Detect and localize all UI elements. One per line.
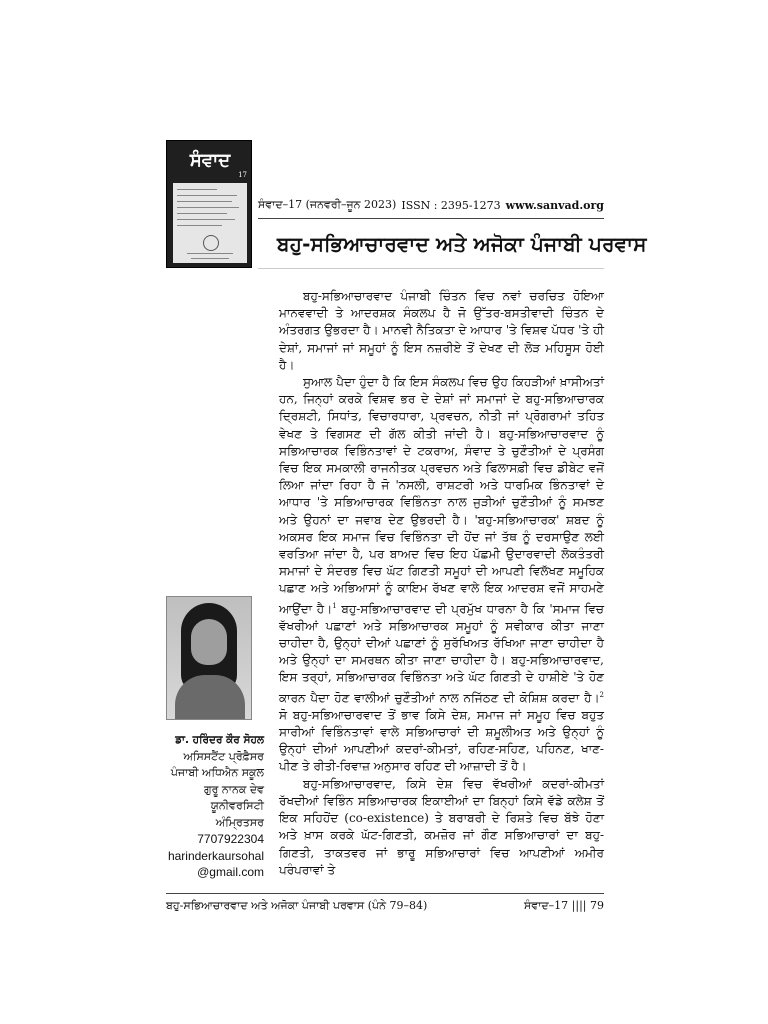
- cover-masthead: ਸੰਵਾਦ: [189, 150, 231, 171]
- footer-page-info: ਸੰਵਾਦ–17 |||| 79: [524, 899, 604, 912]
- paragraph-2c-text: ਸੋ ਬਹੁ-ਸਭਿਆਚਾਰਵਾਦ ਤੋਂ ਭਾਵ ਕਿਸੇ ਦੇਸ਼, ਸਮਾਜ ਜਾਂ ਸਮੂਹ ਵਿਚ ਬਹੁਤ ਸਾਰੀਆਂ ਵਿਭਿੰਨਤਾਵਾਂ ਵਾਲੇ ਸਭਿਆਚਾਰਾਂ ਦੀ ਸ਼ਮੂਲੀਅਤ ਅਤੇ ਉਨ੍ਹਾਂ ਨੂੰ ਉਨ੍ਹਾਂ ਦੀਆਂ ਆਪਣੀਆਂ ਕਦਰਾਂ-ਕੀਮਤਾਂ, ਰਹਿਣ-ਸਹਿਣ, ਪਹਿਨਣ, ਖਾਣ-ਪੀਣ ਤੇ ਰੀਤੀ-ਰਿਵਾਜ਼ ਅਨੁਸਾਰ ਰਹਿਣ ਦੀ ਆਜ਼ਾਦੀ ਤੋਂ ਹੈ।: [279, 707, 604, 774]
- footer-rule: [166, 893, 604, 894]
- paragraph-1: ਬਹੁ-ਸਭਿਆਚਾਰਵਾਦ ਪੰਜਾਬੀ ਚਿੰਤਨ ਵਿਚ ਨਵਾਂ ਚਰਚਿਤ ਹੋਇਆ ਮਾਨਵਵਾਦੀ ਤੇ ਆਦਰਸ਼ਕ ਸੰਕਲਪ ਹੈ ਜੋ ਉੱਤਰ-ਬਸਤੀਵਾਦੀ ਚਿੰਤਨ ਦੇ ਅੰਤਰਗਤ ਉਭਰਦਾ ਹੈ। ਮਾਨਵੀ ਨੈਤਿਕਤਾ ਦੇ ਆਧਾਰ 'ਤੇ ਵਿਸ਼ਵ ਪੱਧਰ 'ਤੇ ਹੀ ਦੇਸ਼ਾਂ, ਸਮਾਜਾਂ ਜਾਂ ਸਮੂਹਾਂ ਨੂੰ ਇਸ ਨਜ਼ਰੀਏ ਤੋਂ ਦੇਖਣ ਦੀ ਲੋੜ ਮਹਿਸੂਸ ਹੋਈ ਹੈ।: [279, 289, 604, 372]
- cover-contents-panel: [173, 183, 247, 263]
- paragraph-2: [279, 374, 604, 776]
- footnote-mark-2[interactable]: 2: [599, 690, 604, 699]
- running-footer: [166, 897, 604, 915]
- cover-emblem-icon: [203, 235, 219, 251]
- article-body: [279, 288, 604, 877]
- journal-info: ਸੰਵਾਦ–17 (ਜਨਵਰੀ–ਜੂਨ 2023): [258, 198, 397, 211]
- author-phone: 7707922304: [197, 832, 264, 846]
- issn: ISSN : 2395-1273: [401, 198, 501, 212]
- running-header: [258, 196, 604, 214]
- author-name: ਡਾ. ਹਰਿੰਦਰ ਕੌਰ ਸੋਹਲ: [175, 734, 264, 746]
- author-city: ਅੰਮ੍ਰਿਤਸਰ: [215, 815, 264, 829]
- paragraph-2-text: ਸੁਆਲ ਪੈਦਾ ਹੁੰਦਾ ਹੈ ਕਿ ਇਸ ਸੰਕਲਪ ਵਿਚ ਉਹ ਕਿਹੜੀਆਂ ਖ਼ਾਸੀਅਤਾਂ ਹਨ, ਜਿਨ੍ਹਾਂ ਕਰਕੇ ਵਿਸ਼ਵ ਭਰ ਦੇ ਦੇਸ਼ਾਂ ਜਾਂ ਸਮਾਜਾਂ ਦੇ ਬਹੁ-ਸਭਿਆਚਾਰਕ ਦ੍ਰਿਸ਼ਟੀ, ਸਿਧਾਂਤ, ਵਿਚਾਰਧਾਰਾ, ਪ੍ਰਵਚਨ, ਨੀਤੀ ਜਾਂ ਪ੍ਰੋਗਰਾਮਾਂ ਤਹਿਤ ਵੇਖਣ ਤੇ ਵਿਗਸਣ ਦੀ ਗੱਲ ਕੀਤੀ ਜਾਂਦੀ ਹੈ। ਬਹੁ-ਸਭਿਆਚਾਰਵਾਦ ਨੂੰ ਸਭਿਆਚਾਰਕ ਵਿਭਿੰਨਤਾਵਾਂ ਦੇ ਟਕਰਾਅ, ਸੰਵਾਦ ਤੇ ਚੁਣੌਤੀਆਂ ਦੇ ਪ੍ਰਸੰਗ ਵਿਚ ਇਕ ਸਮਕਾਲੀ ਰਾਜਨੀਤਕ ਪ੍ਰਵਚਨ ਅਤੇ ਫਿਲਾਸਫ਼ੀ ਵਿਚ ਡੀਬੇਟ ਵਜੋਂ ਲਿਆ ਜਾਂਦਾ ਰਿਹਾ ਹੈ ਜੋ 'ਨਸਲੀ, ਰਾਸ਼ਟਰੀ ਅਤੇ ਧਾਰਮਿਕ ਭਿੰਨਤਾਵਾਂ ਦੇ ਆਧਾਰ 'ਤੇ ਸਭਿਆਚਾਰਕ ਵਿਭਿੰਨਤਾ ਨਾਲ ਜੁੜੀਆਂ ਚੁਣੌਤੀਆਂ ਨੂੰ ਸਮਝਣ ਅਤੇ ਉਹਨਾਂ ਦਾ ਜਵਾਬ ਦੇਣ ਉਭਰਦੀ ਹੈ। 'ਬਹੁ-ਸਭਿਆਚਾਰਕ' ਸ਼ਬਦ ਨੂੰ ਅਕਸਰ ਇਕ ਸਮਾਜ ਵਿਚ ਵਿਭਿੰਨਤਾ ਦੀ ਹੋਂਦ ਜਾਂ ਤੱਥ ਨੂੰ ਦਰਸਾਉਣ ਲਈ ਵਰਤਿਆ ਜਾਂਦਾ ਹੈ, ਪਰ ਬਾਅਦ ਵਿਚ ਇਹ ਪੱਛਮੀ ਉਦਾਰਵਾਦੀ ਲੋਕਤੰਤਰੀ ਸਮਾਜਾਂ ਦੇ ਸੰਦਰਭ ਵਿਚ ਘੱਟ ਗਿਣਤੀ ਸਮੂਹਾਂ ਦੀ ਆਪਣੀ ਵਿਲੱਖਣ ਸਮੂਹਿਕ ਪਛਾਣ ਅਤੇ ਅਭਿਆਸਾਂ ਨੂੰ ਕਾਇਮ ਰੱਖਣ ਵਾਲੇ ਇਕ ਆਦਰਸ਼ ਵਜੋਂ ਸਾਹਮਣੇ ਆਉਂਦਾ ਹੈ।: [279, 375, 604, 616]
- author-university-line-1: ਗੁਰੂ ਨਾਨਕ ਦੇਵ: [203, 782, 264, 796]
- cover-issue-number: 17: [238, 171, 247, 179]
- paragraph-2b-text: ਬਹੁ-ਸਭਿਆਚਾਰਵਾਦ ਦੀ ਪ੍ਰਮੁੱਖ ਧਾਰਨਾ ਹੈ ਕਿ 'ਸਮਾਜ ਵਿਚ ਵੱਖਰੀਆਂ ਪਛਾਣਾਂ ਅਤੇ ਸਭਿਆਚਾਰਕ ਸਮੂਹਾਂ ਨੂੰ ਸਵੀਕਾਰ ਕੀਤਾ ਜਾਣਾ ਚਾਹੀਦਾ ਹੈ, ਉਨ੍ਹਾਂ ਦੀਆਂ ਪਛਾਣਾਂ ਨੂੰ ਸੁਰੱਖਿਅਤ ਰੱਖਿਆ ਜਾਣਾ ਚਾਹੀਦਾ ਹੈ ਅਤੇ ਉਨ੍ਹਾਂ ਦਾ ਸਮਰਥਨ ਕੀਤਾ ਜਾਣਾ ਚਾਹੀਦਾ ਹੈ। ਬਹੁ-ਸਭਿਆਚਾਰਵਾਦ, ਇਸ ਤਰ੍ਹਾਂ, ਸਭਿਆਚਾਰਕ ਵਿਭਿੰਨਤਾ ਅਤੇ ਘੱਟ ਗਿਣਤੀ ਦੇ ਹਾਸ਼ੀਏ 'ਤੇ ਹੋਣ ਕਾਰਨ ਪੈਦਾ ਹੋਣ ਵਾਲੀਆਂ ਚੁਣੌਤੀਆਂ ਨਾਲ ਨਜਿੱਠਣ ਦੀ ਕੋਸ਼ਿਸ਼ ਕਰਦਾ ਹੈ।: [279, 601, 604, 705]
- article-title: ਬਹੁ-ਸਭਿਆਚਾਰਵਾਦ ਅਤੇ ਅਜੋਕਾ ਪੰਜਾਬੀ ਪਰਵਾਸ: [277, 232, 647, 256]
- title-rule: [258, 268, 604, 269]
- author-details: [150, 732, 264, 881]
- website-link[interactable]: www.sanvad.org: [505, 198, 604, 212]
- header-rule: [258, 218, 604, 219]
- author-email-line-2[interactable]: @gmail.com: [197, 865, 264, 879]
- paragraph-3: ਬਹੁ-ਸਭਿਆਚਾਰਵਾਦ, ਕਿਸੇ ਦੇਸ਼ ਵਿਚ ਵੱਖਰੀਆਂ ਕਦਰਾਂ-ਕੀਮਤਾਂ ਰੱਖਦੀਆਂ ਵਿਭਿੰਨ ਸਭਿਆਚਾਰਕ ਇਕਾਈਆਂ ਦਾ ਬਿਨ੍ਹਾਂ ਕਿਸੇ ਵੱਡੇ ਕਲੇਸ਼ ਤੋਂ ਇਕ ਸਹਿਹੋਂਦ (co-existence) ਤੇ ਬਰਾਬਰੀ ਦੇ ਰਿਸ਼ਤੇ ਵਿਚ ਬੱਝੇ ਹੋਣਾ ਅਤੇ ਖ਼ਾਸ ਕਰਕੇ ਘੱਟ-ਗਿਣਤੀ, ਕਮਜ਼ੋਰ ਜਾਂ ਗੌਣ ਸਭਿਆਚਾਰਾਂ ਦਾ ਬਹੁ-ਗਿਣਤੀ, ਤਾਕਤਵਰ ਜਾਂ ਭਾਰੂ ਸਭਿਆਚਾਰਾਂ ਵਿਚ ਆਪਣੀਆਂ ਅਮੀਰ ਪਰੰਪਰਾਵਾਂ ਤੇ: [279, 776, 604, 877]
- author-university-line-2: ਯੂਨੀਵਰਸਿਟੀ: [210, 799, 264, 812]
- journal-cover-thumbnail: [166, 140, 252, 268]
- author-email-line-1[interactable]: harinderkaursohal: [167, 848, 264, 863]
- author-department: ਪੰਜਾਬੀ ਅਧਿਐਨ ਸਕੂਲ: [170, 766, 264, 779]
- author-designation: ਅਸਿਸਟੈਂਟ ਪ੍ਰੋਫ਼ੈਸਰ: [183, 749, 264, 763]
- footnote-mark-1[interactable]: 1: [332, 601, 337, 610]
- author-photo: [166, 596, 252, 720]
- footer-article-info: ਬਹੁ-ਸਭਿਆਚਾਰਵਾਦ ਅਤੇ ਅਜੋਕਾ ਪੰਜਾਬੀ ਪਰਵਾਸ (ਪੰਨੇ 79–84): [166, 899, 428, 912]
